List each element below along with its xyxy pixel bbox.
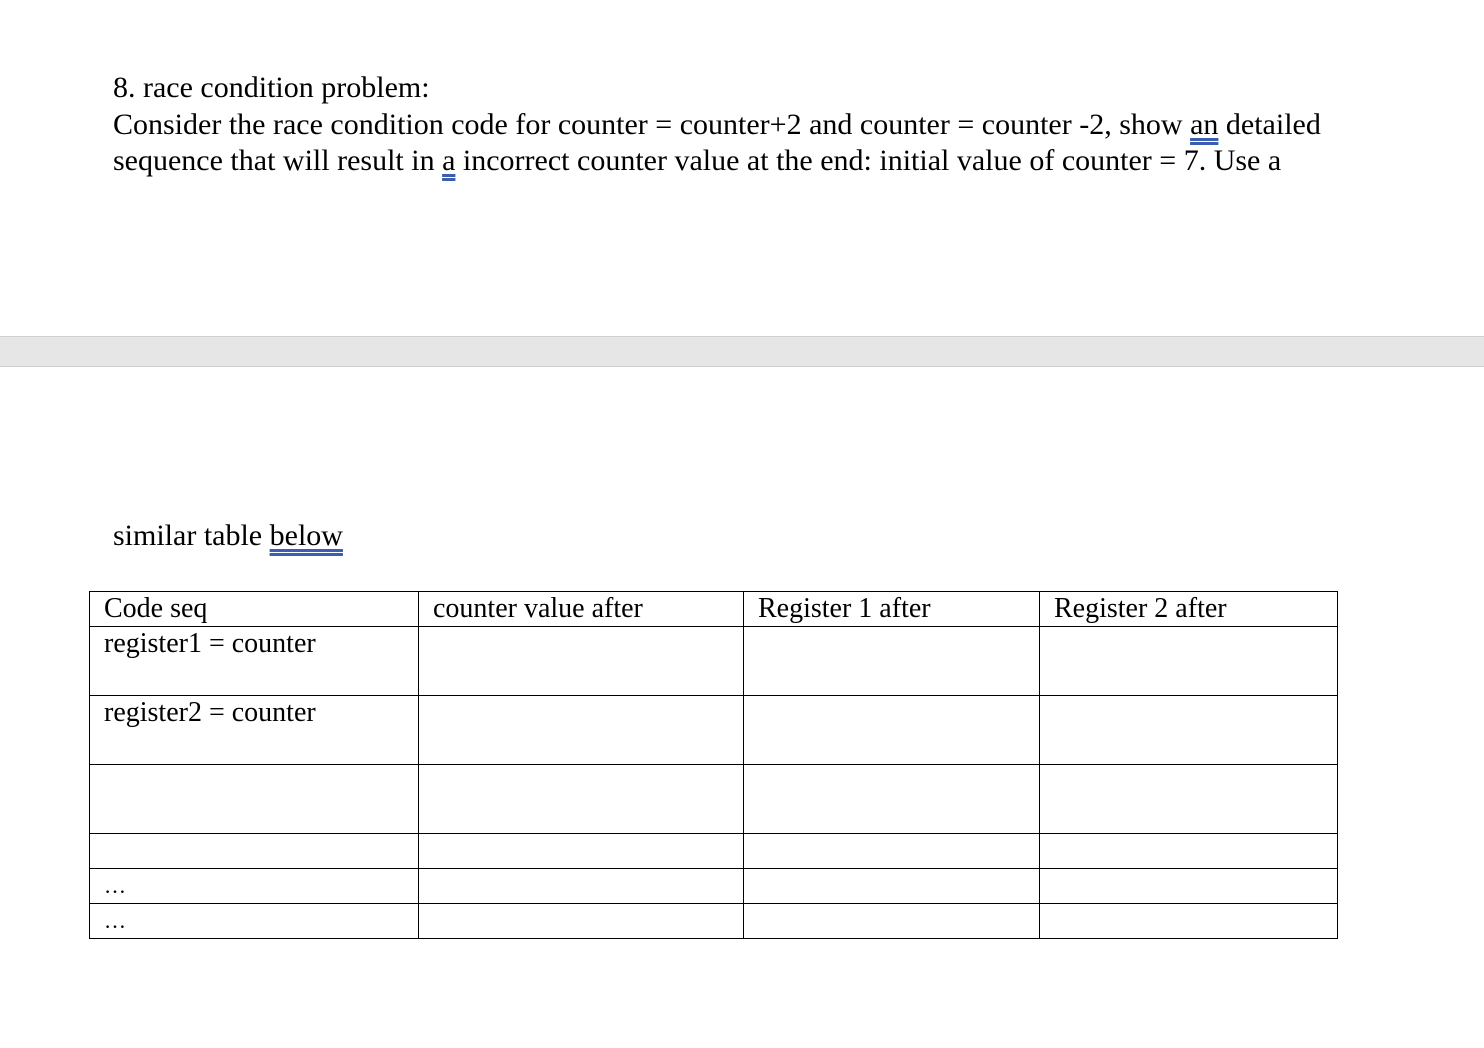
page-break-gap xyxy=(0,336,1484,367)
table-cell[interactable] xyxy=(744,765,1040,834)
table-cell[interactable]: register1 = counter xyxy=(90,627,419,696)
table-cell[interactable] xyxy=(1040,869,1338,904)
table-cell[interactable] xyxy=(1040,696,1338,765)
table-cell[interactable] xyxy=(744,869,1040,904)
question-line-2 xyxy=(113,143,1281,179)
table-cell[interactable] xyxy=(419,904,744,939)
table-cell[interactable] xyxy=(1040,627,1338,696)
question-line-1-end: detailed xyxy=(1218,108,1321,141)
race-condition-table xyxy=(89,591,1338,939)
header-register-1[interactable]: Register 1 after xyxy=(744,592,1040,627)
table-cell[interactable] xyxy=(744,834,1040,869)
table-row xyxy=(90,869,1338,904)
table-row xyxy=(90,627,1338,696)
question-line-3-text: similar table xyxy=(113,519,270,552)
table-cell[interactable]: register2 = counter xyxy=(90,696,419,765)
table-cell-ellipsis[interactable]: … xyxy=(90,904,419,939)
table-cell[interactable] xyxy=(1040,904,1338,939)
table-row xyxy=(90,904,1338,939)
header-counter-value[interactable]: counter value after xyxy=(419,592,744,627)
proofing-mark-a[interactable]: a xyxy=(442,144,456,177)
table-cell[interactable] xyxy=(419,627,744,696)
table-row xyxy=(90,834,1338,869)
header-register-2[interactable]: Register 2 after xyxy=(1040,592,1338,627)
table-cell[interactable] xyxy=(419,869,744,904)
proofing-mark-an[interactable]: an xyxy=(1190,108,1219,141)
table-cell[interactable] xyxy=(419,696,744,765)
document-page-top xyxy=(0,0,1484,336)
proofing-mark-below[interactable]: below xyxy=(269,519,343,552)
table-cell[interactable] xyxy=(744,904,1040,939)
table-cell[interactable] xyxy=(1040,765,1338,834)
table-row xyxy=(90,696,1338,765)
table-cell[interactable] xyxy=(419,765,744,834)
question-title: 8. race condition problem: xyxy=(113,71,430,104)
header-code-seq[interactable]: Code seq xyxy=(90,592,419,627)
table-cell[interactable] xyxy=(1040,834,1338,869)
table-cell-ellipsis[interactable]: … xyxy=(90,869,419,904)
question-line-1 xyxy=(113,107,1321,143)
table-cell[interactable] xyxy=(744,696,1040,765)
question-line-3 xyxy=(113,518,343,554)
question-line-2-end: incorrect counter value at the end: initial value of counter = 7. Use a xyxy=(455,144,1282,177)
question-line-1-text: Consider the race condition code for counter = counter+2 and counter = counter -2, show xyxy=(113,108,1191,141)
table-cell[interactable] xyxy=(90,765,419,834)
table-header-row xyxy=(90,592,1338,627)
table-cell[interactable] xyxy=(90,834,419,869)
question-line-2-text: sequence that will result in xyxy=(113,144,443,177)
table-cell[interactable] xyxy=(419,834,744,869)
table-row xyxy=(90,765,1338,834)
table-cell[interactable] xyxy=(744,627,1040,696)
